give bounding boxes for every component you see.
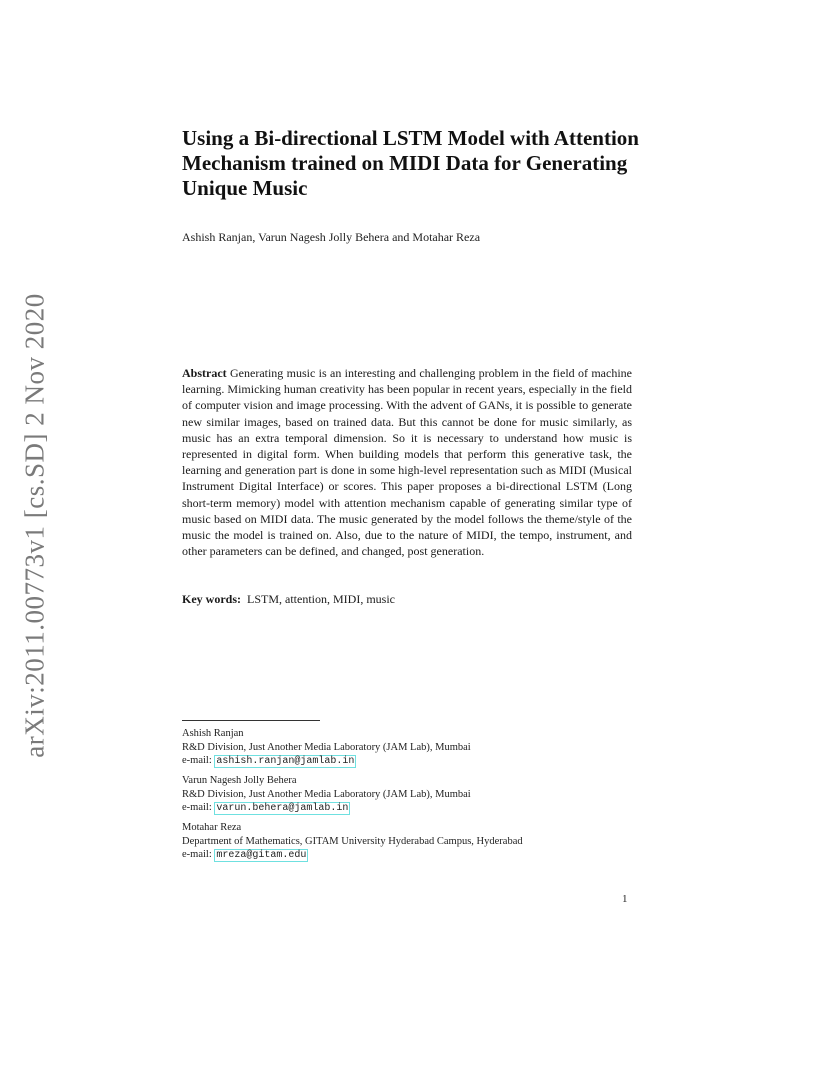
paper-title: Using a Bi-directional LSTM Model with Attention Mechanism trained on MIDI Data for Generating Unique Music xyxy=(182,126,639,200)
email-link[interactable]: varun.behera@jamlab.in xyxy=(216,803,349,814)
keywords-text: LSTM, attention, MIDI, music xyxy=(247,592,395,606)
affiliation-name: Ashish Ranjan xyxy=(182,728,244,739)
abstract xyxy=(182,365,632,559)
footnote-divider xyxy=(182,720,320,721)
abstract-label: Abstract xyxy=(182,366,227,380)
affiliation-name: Varun Nagesh Jolly Behera xyxy=(182,775,297,786)
abstract-text: Generating music is an interesting and challenging problem in the field of machine learning. Mimicking human creativity has been popular in recent years, especially in the field of computer vision and image processing. With the advent of GANs, it is possible to generate new similar images, based on trained data. But this cannot be done for music similarly, as music has an extra temporal dimension. So it is necessary to understand how music is represented in digital form. When building models that perform this generative task, the learning and generation part is done in some high-level representation such as MIDI (Musical Instrument Digital Interface) or scores. This paper proposes a bi-directional LSTM (Long short-term memory) model with attention mechanism capable of generating similar type of music based on MIDI data. The music generated by the model follows the theme/style of the music the model is trained on. Also, due to the nature of MIDI, the tempo, instrument, and other parameters can be defined, and changed, post generation. xyxy=(182,366,632,559)
keywords-label: Key words: xyxy=(182,592,241,606)
email-prefix: e-mail: xyxy=(182,755,212,766)
affiliation-block-3 xyxy=(182,821,642,863)
arxiv-identifier-text: arXiv:2011.00773v1 [cs.SD] 2 Nov 2020 xyxy=(19,292,50,758)
email-prefix: e-mail: xyxy=(182,802,212,813)
email-prefix: e-mail: xyxy=(182,849,212,860)
page-number: 1 xyxy=(622,893,628,905)
email-link[interactable]: mreza@gitam.edu xyxy=(216,850,307,861)
affiliation-email-line xyxy=(182,801,642,816)
affiliation-department: Department of Mathematics, GITAM University Hyderabad Campus, Hyderabad xyxy=(182,835,523,847)
affiliation-department: R&D Division, Just Another Media Laboratory (JAM Lab), Mumbai xyxy=(182,741,471,753)
affiliation-block-1 xyxy=(182,727,642,769)
affiliation-name: Motahar Reza xyxy=(182,822,242,833)
affiliation-email-line xyxy=(182,848,642,863)
author-list: Ashish Ranjan, Varun Nagesh Jolly Behera and Motahar Reza xyxy=(182,230,481,244)
affiliation-email-line xyxy=(182,754,642,769)
email-link[interactable]: ashish.ranjan@jamlab.in xyxy=(216,756,355,767)
affiliation-block-2 xyxy=(182,774,642,816)
arxiv-identifier-stamp xyxy=(20,290,50,760)
keywords xyxy=(182,592,632,607)
affiliation-department: R&D Division, Just Another Media Laboratory (JAM Lab), Mumbai xyxy=(182,788,471,800)
